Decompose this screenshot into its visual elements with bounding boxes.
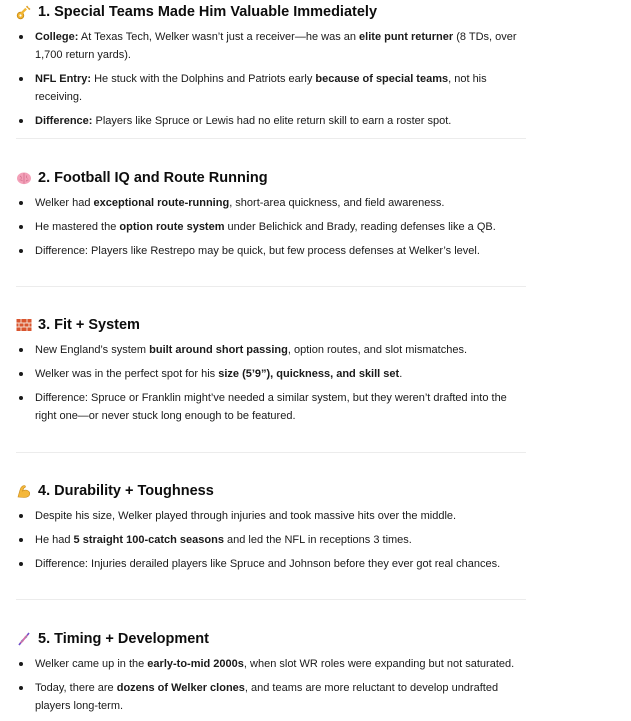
bullet-item	[16, 341, 526, 359]
dna-icon	[16, 631, 32, 647]
section-heading	[16, 168, 526, 188]
text: At Texas Tech, Welker wasn’t just a receiver—he was an	[78, 31, 360, 43]
bullet-item	[16, 218, 526, 236]
text: He stuck with the Dolphins and Patriots early	[91, 73, 316, 85]
section-fit-system	[16, 315, 526, 431]
key-icon	[16, 4, 32, 20]
text: , when slot WR roles were expanding but not saturated.	[243, 658, 515, 670]
text: Difference: Spruce or Franklin might’ve needed a similar system, but they weren’t drafted into the right one—or never stuck long enough to be featured.	[35, 392, 507, 422]
section-divider	[16, 599, 526, 600]
brick-icon	[16, 317, 32, 333]
bullet-item	[16, 679, 526, 715]
section-title: 2. Football IQ and Route Running	[38, 170, 268, 186]
section-title: 5. Timing + Development	[38, 631, 209, 647]
bullet-item	[16, 365, 526, 383]
bullet-list	[16, 341, 526, 425]
bullet-item	[16, 507, 526, 525]
bold-text: because of special teams	[315, 73, 449, 85]
text: Difference: Injuries derailed players like Spruce and Johnson before they ever got real chances.	[35, 558, 501, 570]
text: New England’s system	[35, 344, 150, 356]
text: Today, there are	[35, 682, 117, 694]
section-heading	[16, 2, 526, 22]
bullet-item	[16, 555, 526, 573]
bold-text: NFL Entry:	[35, 73, 92, 85]
section-divider	[16, 452, 526, 453]
bullet-item	[16, 194, 526, 212]
bold-text: 5 straight 100-catch seasons	[73, 534, 224, 546]
section-heading	[16, 481, 526, 501]
text: .	[399, 368, 403, 380]
bold-text: option route system	[119, 221, 225, 233]
text: under Belichick and Brady, reading defenses like a QB.	[224, 221, 496, 233]
section-football-iq	[16, 168, 526, 266]
bold-text: built around short passing	[149, 344, 288, 356]
text: , and teams are more reluctant to develop undrafted players long-term.	[35, 682, 499, 712]
section-divider	[16, 286, 526, 287]
section-title: 4. Durability + Toughness	[38, 483, 214, 499]
section-heading	[16, 629, 526, 649]
bullet-item	[16, 112, 526, 130]
bullet-list	[16, 655, 526, 715]
bullet-item	[16, 28, 526, 64]
bold-text: early-to-mid 2000s	[147, 658, 244, 670]
section-heading	[16, 315, 526, 335]
section-timing	[16, 629, 526, 721]
bold-text: dozens of Welker clones	[116, 682, 245, 694]
section-title: 3. Fit + System	[38, 317, 140, 333]
section-title: 1. Special Teams Made Him Valuable Immediately	[38, 4, 378, 20]
flexed-biceps-icon	[16, 483, 32, 499]
text: Difference: Players like Restrepo may be quick, but few process defenses at Welker’s level.	[35, 245, 480, 257]
brain-icon	[16, 170, 32, 186]
section-divider	[16, 138, 526, 139]
bullet-item	[16, 242, 526, 260]
text: (8 TDs, over 1,700 return yards).	[35, 31, 517, 61]
text: , not his receiving.	[35, 73, 487, 103]
text: Welker was in the perfect spot for his	[35, 368, 219, 380]
section-durability	[16, 481, 526, 579]
bullet-list	[16, 507, 526, 573]
text: Players like Spruce or Lewis had no elite return skill to earn a roster spot.	[92, 115, 452, 127]
text: , short-area quickness, and field awareness.	[229, 197, 445, 209]
bullet-item	[16, 70, 526, 106]
bold-text: exceptional route-running	[93, 197, 230, 209]
bullet-item	[16, 389, 526, 425]
bold-text: size (5’9”), quickness, and skill set	[218, 368, 400, 380]
text: , option routes, and slot mismatches.	[287, 344, 468, 356]
bold-text: College:	[35, 31, 79, 43]
bullet-item	[16, 655, 526, 673]
bullet-item	[16, 531, 526, 549]
bullet-list	[16, 194, 526, 260]
bold-text: elite punt returner	[359, 31, 454, 43]
text: Welker had	[35, 197, 94, 209]
bullet-list	[16, 28, 526, 130]
text: He had	[35, 534, 74, 546]
text: and led the NFL in receptions 3 times.	[223, 534, 412, 546]
bold-text: Difference:	[35, 115, 93, 127]
text: Welker came up in the	[35, 658, 148, 670]
text: He mastered the	[35, 221, 120, 233]
text: Despite his size, Welker played through injuries and took massive hits over the middle.	[35, 510, 457, 522]
section-special-teams	[16, 2, 526, 136]
